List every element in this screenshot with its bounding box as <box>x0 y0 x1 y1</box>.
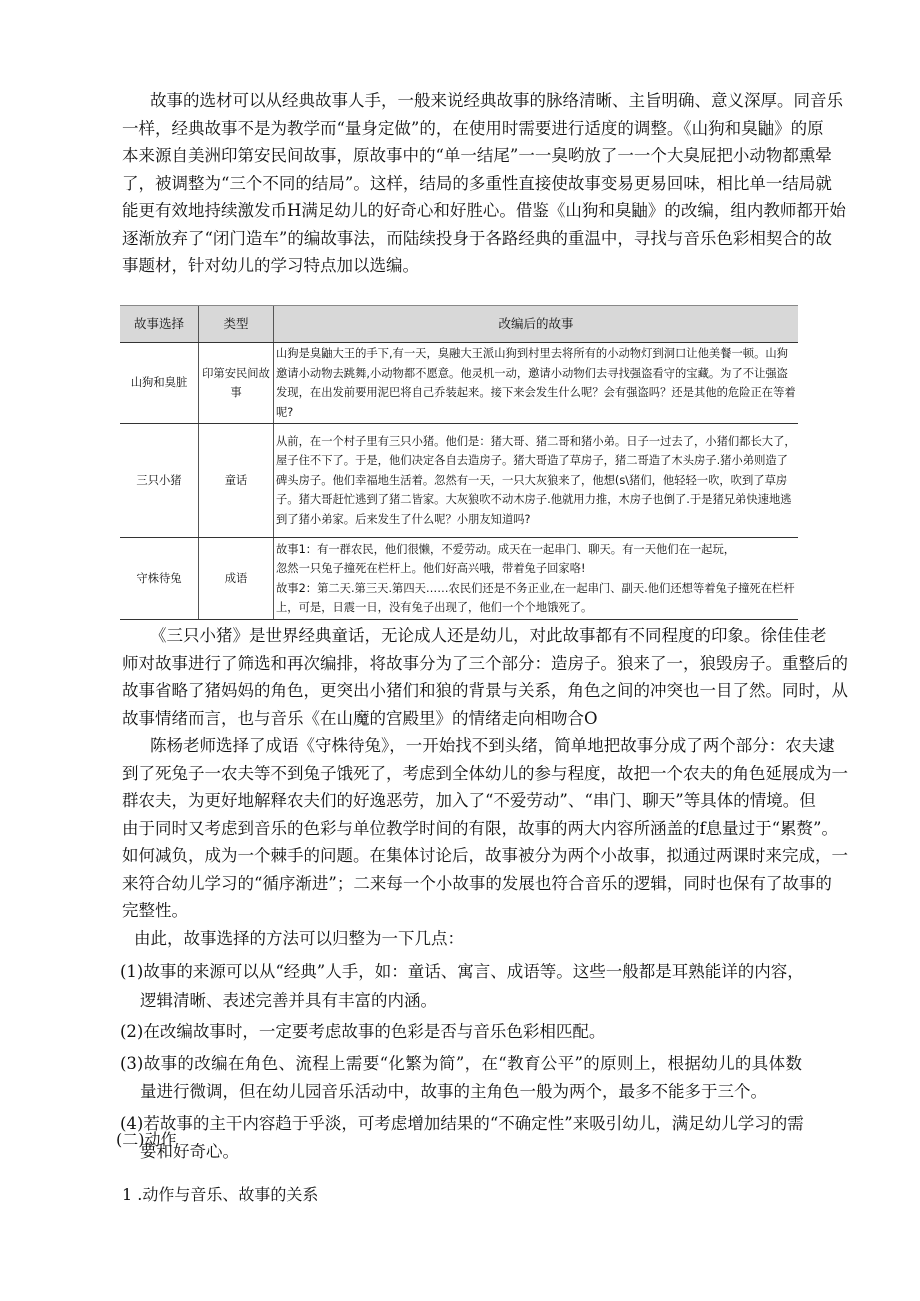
text-line: 由于同时又考虑到音乐的色彩与单位教学时间的有限，故事的两大内容所涵盖的f息量过于“累赘”。 <box>122 818 838 838</box>
text-line: 到了死兔子一农夫等不到兔子饿死了，考虑到全体幼儿的参与程度，故把一个农夫的角色延展成为一 <box>122 763 848 783</box>
point-line: 逻辑清晰、表述完善并具有丰富的内涵。 <box>140 990 437 1010</box>
text-line: 《三只小猪》是世界经典童话，无论成人还是幼儿，对此故事都有不同程度的印象。徐佳佳老 <box>150 626 827 645</box>
table-row <box>120 538 798 620</box>
story-table <box>120 305 798 620</box>
header-story: 故事选择 <box>120 306 199 343</box>
header-type: 类型 <box>199 306 274 343</box>
text-line: 本来源自美洲印第安民间故事，原故事中的“单一结尾”一一臭哟放了一一个大臭屁把小动物都熏晕 <box>122 146 832 165</box>
point-line: (3)故事的改编在角色、流程上需要“化繁为简”，在“教育公平”的原则上，根据幼儿的具体数 <box>120 1053 802 1073</box>
point-line: 要和好奇心。 <box>140 1142 239 1161</box>
table-row <box>120 424 798 538</box>
method-points <box>120 958 802 1170</box>
method-point <box>120 1018 802 1047</box>
paragraph-story-selection <box>122 87 846 280</box>
paragraph-three-pigs <box>122 622 848 732</box>
summary-intro-text: 由此，故事选择的方法可以归整为一下几点： <box>134 929 464 948</box>
text-line: 了，被调整为“三个不同的结局”。这样，结局的多重性直接使故事变易更易回味，相比单一结局就 <box>122 173 832 193</box>
text-line: 陈杨老师选择了成语《守株待兔》，一开始找不到头绪，简单地把故事分成了两个部分：农夫逮 <box>150 736 835 755</box>
cell-type: 印第安民间故事 <box>199 343 274 424</box>
text-line: 一样，经典故事不是为教学而“量身定做”的，在使用时需要进行适度的调整。《山狗和臭鼬》的原 <box>122 118 824 138</box>
point-line: (4)若故事的主干内容趋于乎淡，可考虑增加结果的“不确定性”来吸引幼儿，满足幼儿学习的需 <box>120 1113 804 1133</box>
cell-type: 童话 <box>199 424 274 538</box>
point-line: (1)故事的来源可以从“经典”人手，如：童话、寓言、成语等。这些一般都是耳熟能详的内容， <box>120 962 804 981</box>
content-line: 故事2：第二天.第三天.第四天……农民们还是不务正业,在一起串门、副天.他们还想等着兔子撞死在栏杆上，可是，日震一日，没有兔子出现了，他们一个个地饿死了。 <box>276 581 795 614</box>
method-point <box>120 1110 802 1167</box>
paragraph-rabbit <box>122 732 848 925</box>
cell-story: 三只小猪 <box>120 424 199 538</box>
cell-type: 成语 <box>199 538 274 620</box>
point-line: (2)在改编故事时，一定要考虑故事的色彩是否与音乐色彩相匹配。 <box>120 1022 606 1041</box>
cell-story: 山狗和臭脏 <box>120 343 199 424</box>
summary-intro <box>134 925 812 953</box>
text-line: 能更有效地持续激发币H满足幼儿的好奇心和好胜心。借鉴《山狗和臭鼬》的改编，组内教师都开始 <box>122 201 846 220</box>
cell-content: 从前，在一个村子里有三只小猪。他们是：猪大哥、猪二哥和猪小弟。日子一过去了，小猪们都长大了，屋子住不下了。于是，他们决定各自去造房子。猪大哥造了草房子，猪二哥造了木头房子.猪小弟则造了碑头房子。他们幸福地生活着。忽然有一天，一只大灰狼来了，他想(s\猪们，他轻轻一吹，吹到了草房子。猪大哥赶忙逃到了猪二皆家。大灰狼吹不动木房子.他就用力推，木房子也倒了.于是猪兄弟快速地逃到了猪小弟家。后来发生了什么呢？小朋友知道吗? <box>274 424 799 538</box>
cell-content: 山狗是臭鼬大王的手下,有一天，臭融大王派山狗到村里去将所有的小动物灯到洞口让他美餐一顿。山狗邀请小动物去跳舞,小动物都不愿意。他灵机一动，邀请小动物们去寻找强盗看守的宝藏。为了不让强盗发现，在出发前要用泥巴将自己乔装起来。接下来会发生什么呢？会有强盗吗？还是其他的危险正在等着呢? <box>274 343 799 424</box>
text-line: 来符合幼儿学习的“循序渐进”；二来每一个小故事的发展也符合音乐的逻辑，同时也保有了故事的 <box>122 873 832 893</box>
table-header-row <box>120 306 798 343</box>
header-adapted-story: 改编后的故事 <box>274 306 799 343</box>
text-line: 故事省略了猪妈妈的角色，更突出小猪们和狼的背景与关系，角色之间的冲突也一目了然。同时，从 <box>122 681 848 700</box>
section-heading: (二)动作 <box>116 1130 177 1149</box>
text-line: 逐渐放弃了“闭门造车”的编故事法，而陆续投身于各路经典的重温中，寻找与音乐色彩相契合的故 <box>122 228 832 248</box>
content-line: 故事1：有一群农民，他们很懒，不爱劳动。成天在一起串门、聊天。有一天他们在一起玩， <box>276 542 736 556</box>
content-line: 忽然一只兔子撞死在栏杆上。他们好高兴哦，带着兔子回家咯! <box>276 562 586 575</box>
text-line: 故事的选材可以从经典故事人手，一般来说经典故事的脉络清晰、主旨明确、意义深厚。同音乐 <box>150 91 843 110</box>
cell-content <box>274 538 799 620</box>
method-point <box>120 958 802 1015</box>
method-point <box>120 1050 802 1107</box>
table-row <box>120 343 798 424</box>
text-line: 群农夫，为更好地解释农夫们的好逸恶劳，加入了“不爱劳动”、“串门、聊天”等具体的情境。但 <box>122 791 816 810</box>
text-line: 完整性。 <box>122 901 188 920</box>
text-line: 事题材，针对幼儿的学习特点加以选编。 <box>122 256 419 275</box>
text-line: 如何减负，成为一个棘手的问题。在集体讨论后，故事被分为两个小故事，拟通过两课时来完成，一 <box>122 846 848 865</box>
cell-story: 守株待兔 <box>120 538 199 620</box>
point-line: 量进行微调，但在幼儿园音乐活动中，故事的主角色一般为两个，最多不能多于三个。 <box>140 1082 767 1101</box>
text-line: 师对故事进行了筛选和再次编排，将故事分为了三个部分：造房子。狼来了一，狼毁房子。重整后的 <box>122 653 848 673</box>
text-line: 故事情绪而言，也与音乐《在山魔的宫殿里》的情绪走向相吻合O <box>122 708 598 728</box>
subsection-heading: 1 .动作与音乐、故事的关系 <box>122 1185 319 1204</box>
